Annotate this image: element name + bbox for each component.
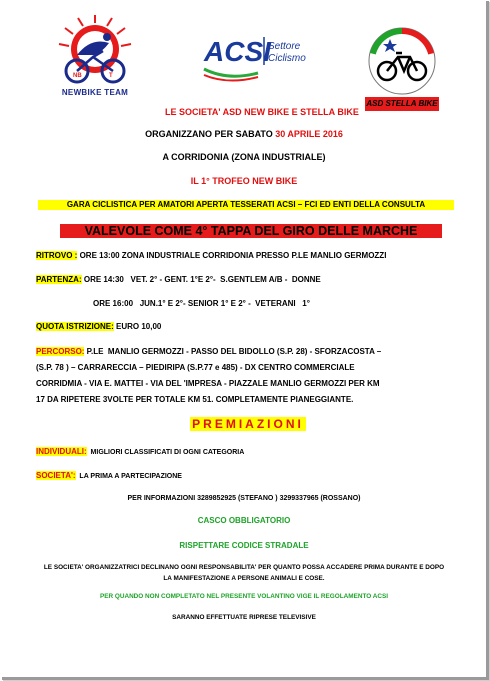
percorso-line-3: CORRIDMIA - VIA E. MATTEI - VIA DEL 'IMPRESA - PIAZZALE MANLIO GERMOZZI PER KM	[36, 379, 380, 388]
newbike-team-logo	[47, 15, 143, 97]
premiazioni-title: PREMIAZIONI	[190, 417, 306, 431]
acsi-subtitle-2: Ciclismo	[268, 53, 306, 64]
percorso-label: PERCORSO:	[36, 347, 85, 356]
race-description: GARA CICLISTICA PER AMATORI APERTA TESSERATI ACSI – FCI ED ENTI DELLA CONSULTA	[38, 200, 454, 210]
casco-notice: CASCO OBBLIGATORIO	[197, 516, 291, 525]
disclaimer-line-1: LE SOCIETA' ORGANIZZATRICI DECLINANO OGNI RESPONSABILITA' PER QUANTO POSSA ACCADERE PRIMA DURANTE E DOPO	[43, 564, 445, 571]
quota-line	[36, 322, 476, 332]
percorso-line-2: (S.P. 78 ) – CARRARECCIA – PIEDIRIPA (S.P.77 e 485) - DX CENTRO COMMERCIALE	[36, 363, 355, 372]
partenza-text: ORE 14:30 VET. 2° - GENT. 1°E 2°- S.GENTLEM A/B - DONNE	[81, 275, 321, 284]
ritrovo-text: ORE 13:00 ZONA INDUSTRIALE CORRIDONIA PRESSO P.LE MANLIO GERMOZZI	[77, 251, 387, 260]
percorso-line-4: 17 DA RIPETERE 3VOLTE PER TOTALE KM 51. COMPLETAMENTE PIANEGGIANTE.	[36, 395, 354, 404]
contact-info: PER INFORMAZIONI 3289852925 (STEFANO ) 3299337965 (ROSSANO)	[127, 495, 361, 502]
partenza-line	[36, 275, 476, 285]
acsi-brand-text: ACSI	[204, 36, 271, 67]
regolamento-notice: PER QUANDO NON COMPLETATO NEL PRESENTE VOLANTINO VIGE IL REGOLAMENTO ACSI	[99, 593, 389, 600]
trophy-title: IL 1° TROFEO NEW BIKE	[190, 176, 298, 186]
organize-prefix: ORGANIZZANO PER SABATO	[145, 129, 276, 139]
individuali-label: INDIVIDUALI:	[36, 447, 87, 456]
acsi-logo	[198, 31, 310, 83]
ritrovo-label: RITROVO :	[36, 251, 78, 260]
newbike-team-label: NEWBIKE TEAM	[61, 88, 129, 97]
societa-label: SOCIETA':	[36, 471, 76, 480]
organize-line	[2, 129, 486, 140]
percorso-line-1	[36, 347, 478, 357]
event-location: A CORRIDONIA (ZONA INDUSTRIALE)	[162, 152, 326, 162]
societa-line	[36, 471, 476, 481]
acsi-logo-icon	[198, 31, 310, 83]
societa-text: LA PRIMA A PARTECIPAZIONE	[75, 473, 182, 480]
acsi-subtitle-1: Settore	[268, 41, 301, 52]
disclaimer-line-2: LA MANIFESTAZIONE A PERSONE ANIMALI E COSE.	[163, 575, 325, 582]
ritrovo-line	[36, 251, 476, 261]
tv-notice: SARANNO EFFETTUATE RIPRESE TELEVISIVE	[172, 614, 316, 621]
quota-text: EURO 10,00	[113, 322, 162, 331]
cyclist-logo-icon	[47, 15, 143, 87]
quota-label: QUOTA ISTRIZIONE:	[36, 322, 114, 331]
stella-bike-label: ASD STELLA BIKE	[365, 97, 439, 111]
organizers-line: LE SOCIETA' ASD NEW BIKE E STELLA BIKE	[165, 107, 359, 117]
valevole-banner: VALEVOLE COME 4° TAPPA DEL GIRO DELLE MARCHE	[60, 224, 442, 238]
partenza-label: PARTENZA:	[36, 275, 82, 284]
svg-text:T: T	[109, 73, 113, 79]
individuali-text: MIGLIORI CLASSIFICATI DI OGNI CATEGORIA	[86, 449, 245, 456]
codice-notice: RISPETTARE CODICE STRADALE	[179, 541, 309, 550]
individuali-line	[36, 447, 476, 457]
percorso-text-1: P.LE MANLIO GERMOZZI - PASSO DEL BIDOLLO (S.P. 28) - SFORZACOSTA –	[84, 347, 382, 356]
flyer-page	[2, 1, 489, 680]
partenza-second-start: ORE 16:00 JUN.1° E 2°- SENIOR 1° E 2° - VETERANI 1°	[93, 299, 310, 308]
stella-bike-icon	[360, 25, 444, 97]
svg-text:NB: NB	[73, 73, 82, 79]
event-date: 30 APRILE 2016	[275, 129, 343, 139]
